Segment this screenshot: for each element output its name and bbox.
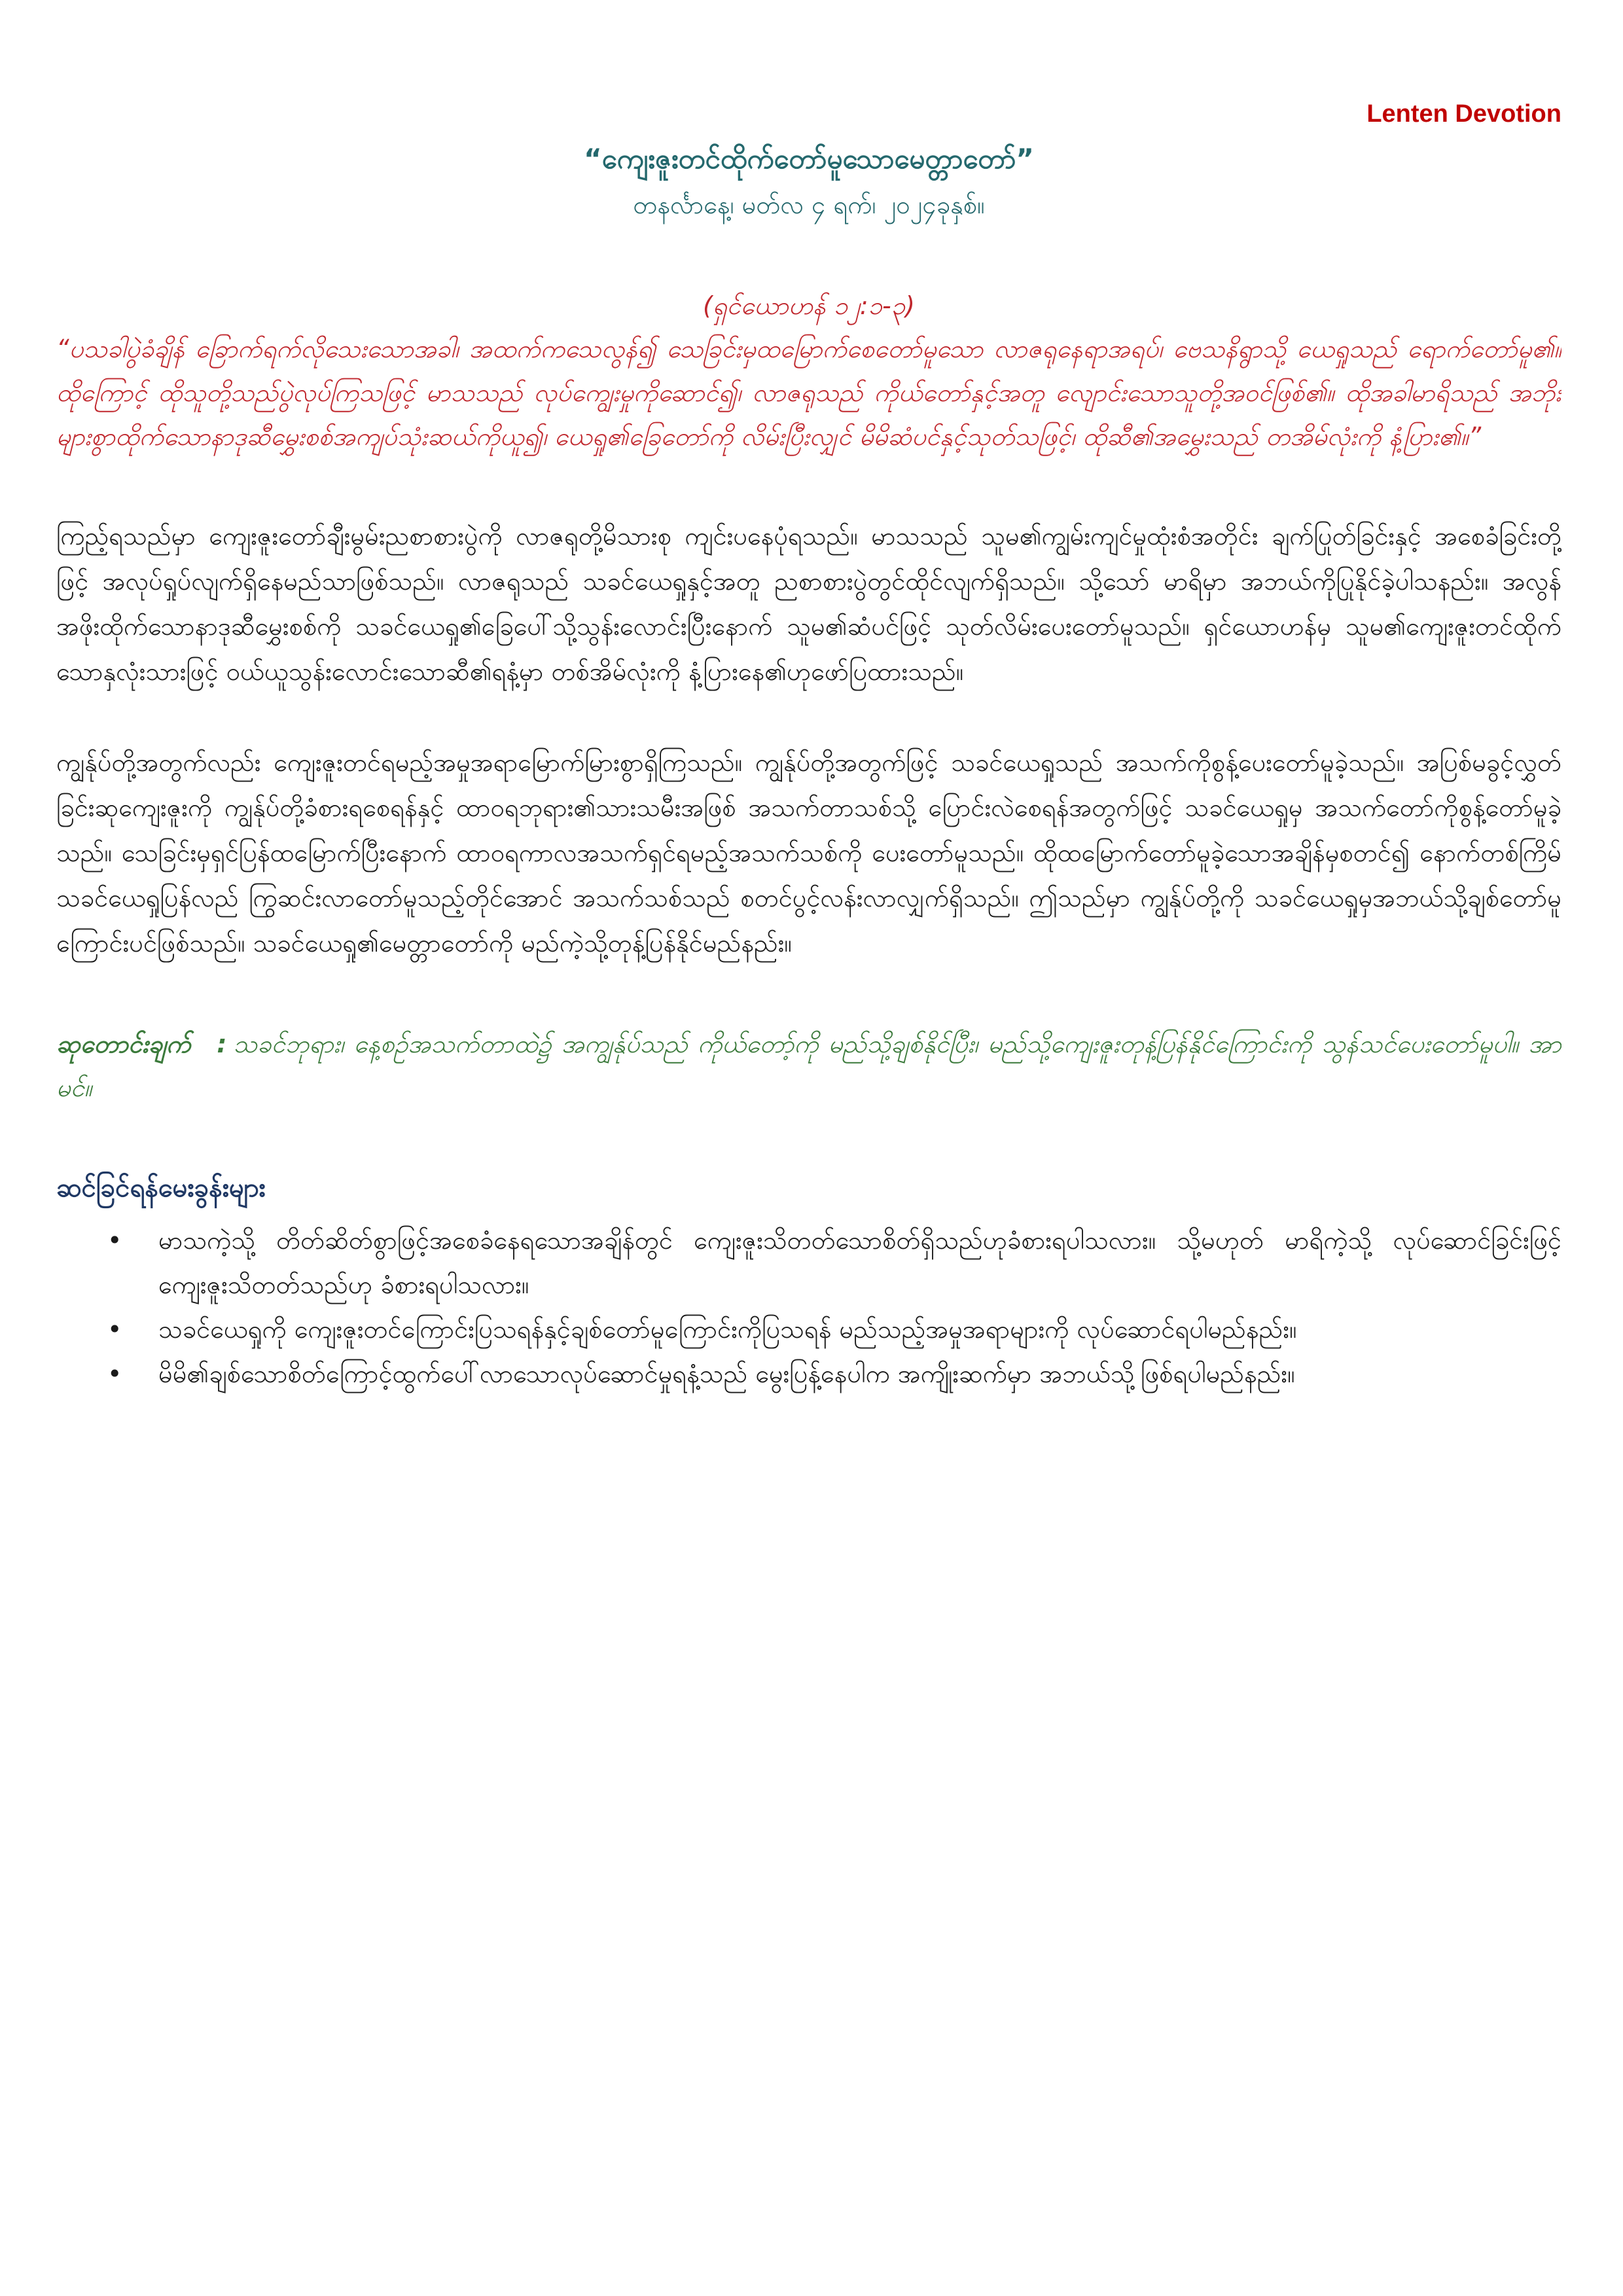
prayer-text: သခင်ဘုရား၊ နေ့စဉ်အသက်တာထဲ၌ အကျွန်ုပ်သည် ကိုယ်တော့်ကို မည်သို့ချစ်နိုင်ပြီး၊ မည်သို့ကျေးဇူးတုန့်ပြန်နိုင်ကြောင်းကို သွန်သင်ပေးတော်မူပါ။ အာမင်။ xyxy=(56,1030,1561,1102)
devotion-title: “ကျေးဇူးတင်ထိုက်တော်မူသောမေတ္တာတော်” xyxy=(584,143,1034,175)
body-paragraph: ကျွန်ုပ်တို့အတွက်လည်း ကျေးဇူးတင်ရမည့်အမှုအရာမြောက်မြားစွာရှိကြသည်။ ကျွန်ုပ်တို့အတွက်ဖြင့် သခင်ယေရှုသည် အသက်ကိုစွန့်ပေးတော်မူခဲ့သည်။ အပြစ်မခွင့်လွှတ်ခြင်းဆုကျေးဇူးကို ကျွန်ုပ်တို့ခံစားရစေရန်နှင့် ထာဝရဘုရား၏သားသမီးအဖြစ် အသက်တာသစ်သို့ ပြောင်းလဲစေရန်အတွက်ဖြင့် သခင်ယေရှုမှ အသက်တော်ကိုစွန့်တော်မူခဲ့သည်။ သေခြင်းမှရှင်ပြန်ထမြောက်ပြီးနောက် ထာဝရကာလအသက်ရှင်ရမည့်အသက်သစ်ကို ပေးတော်မူသည်။ ထိုထမြောက်တော်မူခဲ့သောအချိန်မှစတင်၍ နောက်တစ်ကြိမ်သခင်ယေရှုပြန်လည် ကြွဆင်းလာတော်မူသည့်တိုင်အောင် အသက်သစ်သည် စတင်ပွင့်လန်းလာလျှက်ရှိသည်။ ဤသည်မှာ ကျွန်ုပ်တို့ကို သခင်ယေရှုမှအဘယ်သို့ချစ်တော်မူကြောင်းပင်ဖြစ်သည်။ သခင်ယေရှု၏မေတ္တာတော်ကို မည်ကဲ့သို့တုန့်ပြန်နိုင်မည်နည်း။ xyxy=(56,748,1561,958)
question-text: မိမိ၏ချစ်သောစိတ်ကြောင့်ထွက်ပေါ်လာသောလုပ်ဆောင်မှုရနံ့သည် မွေးပြန့်နေပါက အကျိုးဆက်မှာ အဘယ်သို့ဖြစ်ရပါမည်နည်း။ xyxy=(158,1359,1295,1388)
scripture-passage: “ပသခါပွဲခံချိန် ခြောက်ရက်လိုသေးသောအခါ၊ အထက်ကသေလွန်၍ သေခြင်းမှထမြောက်စေတော်မူသော လာဇရုနေရာအရပ်၊ ဗေသနိရွာသို့ ယေရှုသည် ရောက်တော်မူ၏။ ထိုကြောင့် ထိုသူတို့သည်ပွဲလုပ်ကြသဖြင့် မာသသည် လုပ်ကျွေးမှုကိုဆောင်၍၊ လာဇရုသည် ကိုယ်တော်နှင့်အတူ လျောင်းသောသူတို့အဝင်ဖြစ်၏။ ထိုအခါမာရိသည် အဘိုးများစွာထိုက်သောနာဒုဆီမွှေးစစ်အကျပ်သုံးဆယ်ကိုယူ၍၊ ယေရှု၏ခြေတော်ကို လိမ်းပြီးလျှင် မိမိဆံပင်နှင့်သုတ်သဖြင့်၊ ထိုဆီ၏အမွှေးသည် တအိမ်လုံးကို နံ့ပြား၏။” xyxy=(56,334,1561,451)
question-text: မာသကဲ့သို့ တိတ်ဆိတ်စွာဖြင့်အစေခံနေရသောအချိန်တွင် ကျေးဇူးသိတတ်သောစိတ်ရှိသည်ဟုခံစားရပါသလား။ သို့မဟုတ် မာရိကဲ့သို့ လုပ်ဆောင်ခြင်းဖြင့် ကျေးဇူးသိတတ်သည်ဟု ခံစားရပါသလား။ xyxy=(158,1226,1561,1299)
prayer-separator: : xyxy=(217,1030,227,1058)
document-page xyxy=(56,0,1561,2296)
prayer-label: ဆုတောင်းချက် xyxy=(56,1030,191,1058)
devotion-date: တနင်္လာနေ့၊ မတ်လ ၄ ရက်၊ ၂၀၂၄ခုနှစ်။ xyxy=(633,190,985,219)
reflection-question xyxy=(56,1352,1561,1396)
reflection-heading: ဆင်ခြင်ရန်မေးခွန်းများ xyxy=(56,1173,266,1203)
reflection-questions-list xyxy=(56,1218,1561,1396)
scripture-reference: (ရှင်ယောဟန် ၁၂:၁-၃) xyxy=(703,291,915,320)
body-paragraph: ကြည့်ရသည်မှာ ကျေးဇူးတော်ချီးမွမ်းညစာစားပွဲကို လာဇရုတို့မိသားစု ကျင်းပနေပုံရသည်။ မာသသည် သူမ၏ကျွမ်းကျင်မှုထုံးစံအတိုင်း ချက်ပြုတ်ခြင်းနှင့် အစေခံခြင်းတို့ဖြင့် အလုပ်ရှုပ်လျက်ရှိနေမည်သာဖြစ်သည်။ လာဇရုသည် သခင်ယေရှုနှင့်အတူ ညစာစားပွဲတွင်ထိုင်လျက်ရှိသည်။ သို့သော် မာရိမှာ အဘယ်ကိုပြုနိုင်ခဲ့ပါသနည်း။ အလွန်အဖိုးထိုက်သောနာဒုဆီမွှေးစစ်ကို သခင်ယေရှု၏ခြေပေါ်သို့သွန်းလောင်းပြီးနောက် သူမ၏ဆံပင်ဖြင့် သုတ်လိမ်းပေးတော်မူသည်။ ရှင်ယောဟန်မှ သူမ၏ကျေးဇူးတင်ထိုက်သောနှလုံးသားဖြင့် ဝယ်ယူသွန်းလောင်းသောဆီ၏ရနံ့မှာ တစ်အိမ်လုံးကို နံ့ပြားနေ၏ဟုဖော်ပြထားသည်။ xyxy=(56,522,1561,686)
prayer-block xyxy=(56,1022,1561,1110)
bullet-icon: • xyxy=(107,1315,122,1344)
bullet-icon: • xyxy=(107,1359,122,1388)
reflection-question xyxy=(56,1307,1561,1352)
series-label: Lenten Devotion xyxy=(1366,100,1561,128)
bullet-icon: • xyxy=(107,1226,122,1255)
question-text: သခင်ယေရှုကို ကျေးဇူးတင်ကြောင်းပြသရန်နှင့်ချစ်တော်မူကြောင်းကိုပြသရန် မည်သည့်အမှုအရာများကို လုပ်ဆောင်ရပါမည်နည်း။ xyxy=(158,1315,1297,1344)
reflection-question xyxy=(56,1218,1561,1307)
